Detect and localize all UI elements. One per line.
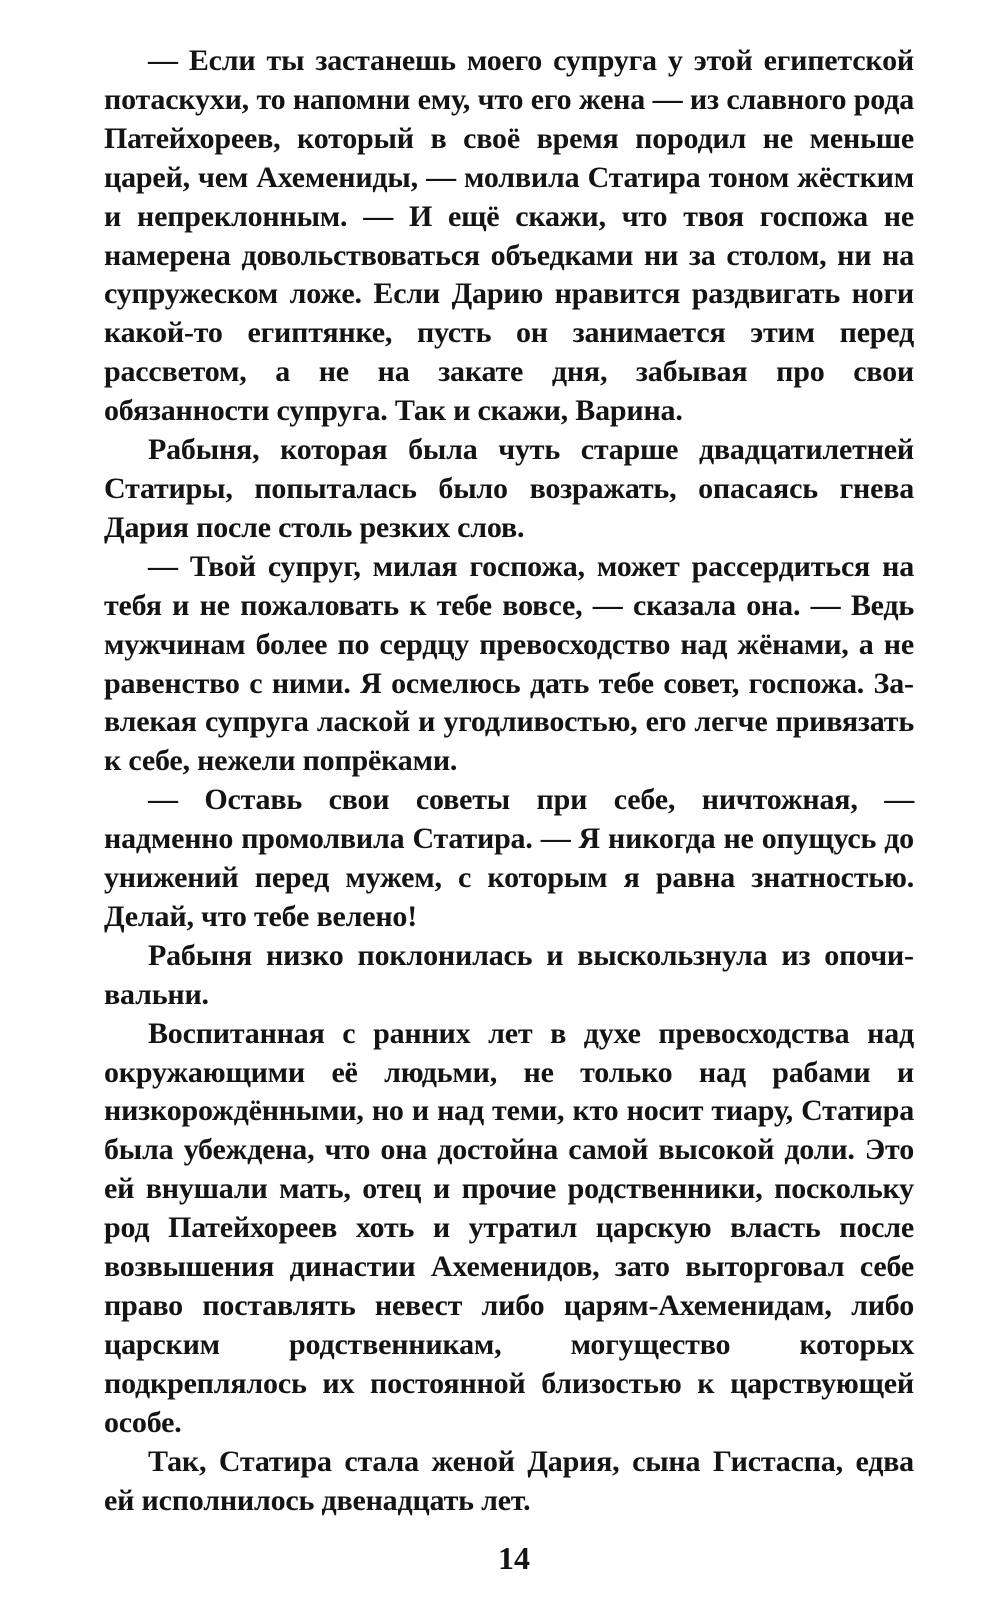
paragraph: — Оставь свои советы при себе, ничтожная, — надменно промолвила Статира. — Я никогда не опущусь до унижений перед мужем, с которым я равна знатностью. Делай, что тебе велено! <box>104 783 914 933</box>
page-body <box>104 42 914 1520</box>
paragraph: Воспитанная с ранних лет в духе превосходства над окружающими её людьми, не только над рабами и низкорождёнными, но и над теми, кто носит тиару, Статира была убеждена, что она достойна самой высокой доли. Это ей внушали мать, отец и прочие родственники, поскольку род Патейхореев хоть и утратил царскую власть после возвышения династии Ахеменидов, зато выторговал себе право поставлять невест либо царям-Ахеменидам, либо царским родственникам, могущество которых подкреплялось их постоянной близостью к царствующей особе. <box>104 1016 914 1439</box>
paragraph: Рабыня низко поклонилась и выскользнула из опочивальни. <box>104 938 914 1011</box>
paragraph: Рабыня, которая была чуть старше двадцатилетней Статиры, попыталась было возражать, опасаясь гнева Дария после столь резких слов. <box>104 433 914 544</box>
paragraph: — Если ты застанешь моего супруга у этой египетской потаскухи, то напомни ему, что его жена — из славного рода Патейхореев, который в своё время породил не меньше царей, чем Ахемениды, — молвила Статира тоном жёстким и непреклонным. — И ещё скажи, что твоя госпожа не намерена довольствоваться объедками ни за столом, ни на супружеском ложе. Если Дарию нравится раздвигать ноги какой-то египтянке, пусть он занимается этим перед рассветом, а не на закате дня, забывая про свои обязанности супруга. Так и скажи, Варина. <box>104 44 914 428</box>
paragraph: — Твой супруг, милая госпожа, может рассердиться на тебя и не пожаловать к тебе вовсе, — сказала она. — Ведь мужчинам более по сердцу превосходство над жёнами, а не равенство с ними. Я осмелюсь дать тебе совет, госпожа. Завлекая супруга лаской и угодливостью, его легче привязать к себе, нежели попрёками. <box>104 549 914 778</box>
paragraph: Так, Статира стала женой Дария, сына Гистаспа, едва ей исполнилось двенадцать лет. <box>104 1444 914 1517</box>
page-number: 14 <box>498 1540 530 1576</box>
